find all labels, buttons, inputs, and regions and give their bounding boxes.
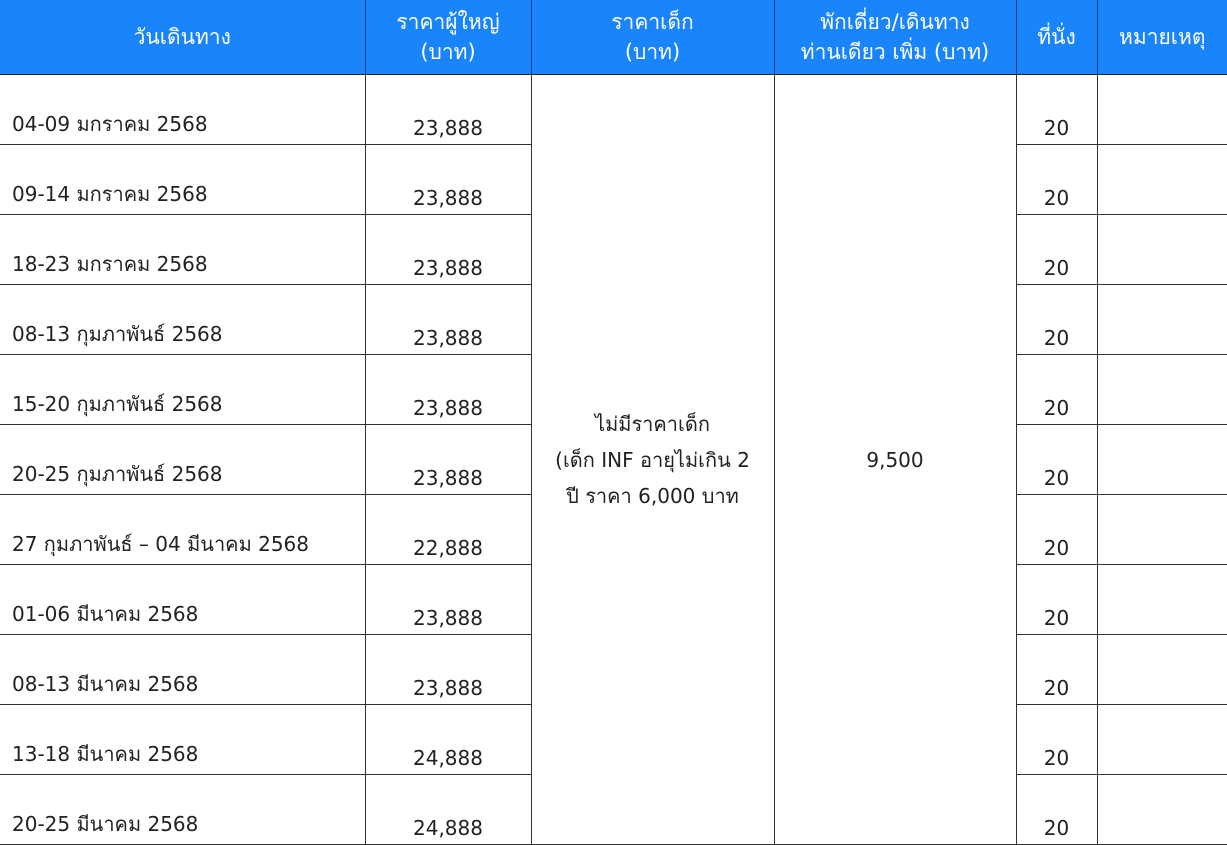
remark-cell <box>1097 215 1227 285</box>
remark-cell <box>1097 705 1227 775</box>
adult-price-cell: 23,888 <box>365 75 531 145</box>
seats-cell: 20 <box>1016 355 1097 425</box>
adult-price-cell: 23,888 <box>365 635 531 705</box>
travel-date-cell: 18-23 มกราคม 2568 <box>0 215 365 285</box>
travel-date-cell: 01-06 มีนาคม 2568 <box>0 565 365 635</box>
seats-cell: 20 <box>1016 775 1097 845</box>
travel-date-cell: 27 กุมภาพันธ์ – 04 มีนาคม 2568 <box>0 495 365 565</box>
travel-date-cell: 09-14 มกราคม 2568 <box>0 145 365 215</box>
seats-cell: 20 <box>1016 75 1097 145</box>
seats-cell: 20 <box>1016 285 1097 355</box>
adult-price-cell: 23,888 <box>365 565 531 635</box>
adult-price-cell: 23,888 <box>365 425 531 495</box>
table-row <box>0 75 1227 145</box>
child-price-note-line: ปี ราคา 6,000 บาท <box>566 483 739 508</box>
travel-date-cell: 08-13 กุมภาพันธ์ 2568 <box>0 285 365 355</box>
remark-cell <box>1097 355 1227 425</box>
travel-date-cell: 04-09 มกราคม 2568 <box>0 75 365 145</box>
single-supplement-cell: 9,500 <box>774 75 1016 845</box>
seats-cell: 20 <box>1016 215 1097 285</box>
header-single-supplement: พักเดี่ยว/เดินทาง ท่านเดียว เพิ่ม (บาท) <box>774 0 1016 75</box>
travel-date-cell: 08-13 มีนาคม 2568 <box>0 635 365 705</box>
seats-cell: 20 <box>1016 145 1097 215</box>
remark-cell <box>1097 75 1227 145</box>
remark-cell <box>1097 285 1227 355</box>
travel-date-cell: 15-20 กุมภาพันธ์ 2568 <box>0 355 365 425</box>
adult-price-cell: 24,888 <box>365 775 531 845</box>
table-header-row <box>0 0 1227 75</box>
adult-price-cell: 24,888 <box>365 705 531 775</box>
remark-cell <box>1097 425 1227 495</box>
adult-price-cell: 23,888 <box>365 145 531 215</box>
adult-price-cell: 22,888 <box>365 495 531 565</box>
remark-cell <box>1097 145 1227 215</box>
header-seats: ที่นั่ง <box>1016 0 1097 75</box>
remark-cell <box>1097 565 1227 635</box>
header-child-price: ราคาเด็ก (บาท) <box>531 0 774 75</box>
seats-cell: 20 <box>1016 495 1097 565</box>
child-price-note-cell <box>531 75 774 845</box>
header-travel-date: วันเดินทาง <box>0 0 365 75</box>
remark-cell <box>1097 635 1227 705</box>
seats-cell: 20 <box>1016 565 1097 635</box>
adult-price-cell: 23,888 <box>365 285 531 355</box>
seats-cell: 20 <box>1016 425 1097 495</box>
adult-price-cell: 23,888 <box>365 215 531 285</box>
remark-cell <box>1097 495 1227 565</box>
remark-cell <box>1097 775 1227 845</box>
seats-cell: 20 <box>1016 635 1097 705</box>
child-price-note-line: ไม่มีราคาเด็ก <box>595 411 710 436</box>
travel-date-cell: 20-25 กุมภาพันธ์ 2568 <box>0 425 365 495</box>
adult-price-cell: 23,888 <box>365 355 531 425</box>
travel-date-cell: 20-25 มีนาคม 2568 <box>0 775 365 845</box>
seats-cell: 20 <box>1016 705 1097 775</box>
header-adult-price: ราคาผู้ใหญ่ (บาท) <box>365 0 531 75</box>
header-remarks: หมายเหตุ <box>1097 0 1227 75</box>
travel-date-cell: 13-18 มีนาคม 2568 <box>0 705 365 775</box>
child-price-note-line: (เด็ก INF อายุไม่เกิน 2 <box>555 447 750 472</box>
